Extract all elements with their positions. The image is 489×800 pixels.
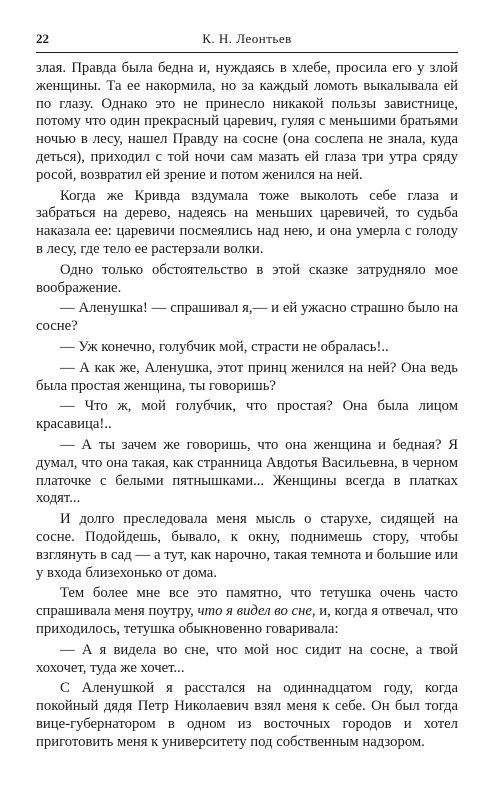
text-run: и, когда я отвечал, что приходилось, тетушка обыкновенно говаривала: [36,603,458,637]
dialogue-line: — А как же, Аленушка, этот принц женился на ней? Она ведь была простая женщина, ты говоришь? [36,359,458,394]
dialogue-line: — А ты зачем же говоришь, что она женщина и бедная? Я думал, что она такая, как странница Авдотья Васильевна, в черном платочке с белыми пятнышками... Женщины всегда в платках ходят... [36,436,458,507]
book-page [36,30,458,754]
running-title: К. Н. Леонтьев [202,31,292,46]
dialogue-line: — Что ж, мой голубчик, что простая? Она была лицом красавица!.. [36,398,458,433]
paragraph: Когда же Кривда вздумала тоже выколоть себе глаза и забраться на дерево, надеясь на меньших царевичей, то судьба наказала ее: царевичи посмеялись над нею, и она умерла с голоду в лесу, где тело ее растерзали волки. [36,187,458,257]
dialogue-line: — Аленушка! — спрашивал я,— и ей ужасно страшно было на сосне? [36,300,458,335]
body-text [36,60,458,751]
italic-phrase: что я видел во сне, [197,603,316,620]
paragraph: злая. Правда была бедна и, нуждаясь в хлебе, просила его у злой женщины. Та ее накормила, но за каждый ломоть выкалывала ей по глазу. Однако это не принесло никакой пользы завистнице, потому что один прекрасный царевич, гуляя с меньшими братьями ночью в лесу, нашел Правду на сосне (она сослепа не знала, куда деться), приходил с той ночи сам мазать ей глаза три утра сряду росой, возвратил ей зрение и потом женился на ней. [36,60,458,183]
dialogue-line: — Уж конечно, голубчик мой, страсти не обралась!.. [60,338,389,355]
page-number: 22 [36,31,49,46]
running-header [36,30,458,48]
header-rule [36,52,458,53]
paragraph: С Аленушкой я расстался на одиннадцатом году, когда покойный дядя Петр Николаевич взял меня к себе. Он был тогда вице-губернатором в одном из восточных городов и хотел приготовить меня к университету под собственным надзором. [36,680,458,750]
paragraph: И долго преследовала меня мысль о старухе, сидящей на сосне. Подойдешь, бывало, к окну, поднимешь стору, чтобы взглянуть в сад — а тут, как нарочно, такая темнота и большие или у входа близехонько от дома. [36,511,458,581]
paragraph [36,585,458,638]
paragraph: Одно только обстоятельство в этой сказке затрудняло мое воображение. [36,261,458,296]
dialogue-line: — А я видела во сне, что мой нос сидит на сосне, а твой хохочет, туда же хочет... [36,641,458,676]
text-run: Тем более мне все это памятно, что тетушка очень часто спрашивала меня поутру, [36,585,458,620]
